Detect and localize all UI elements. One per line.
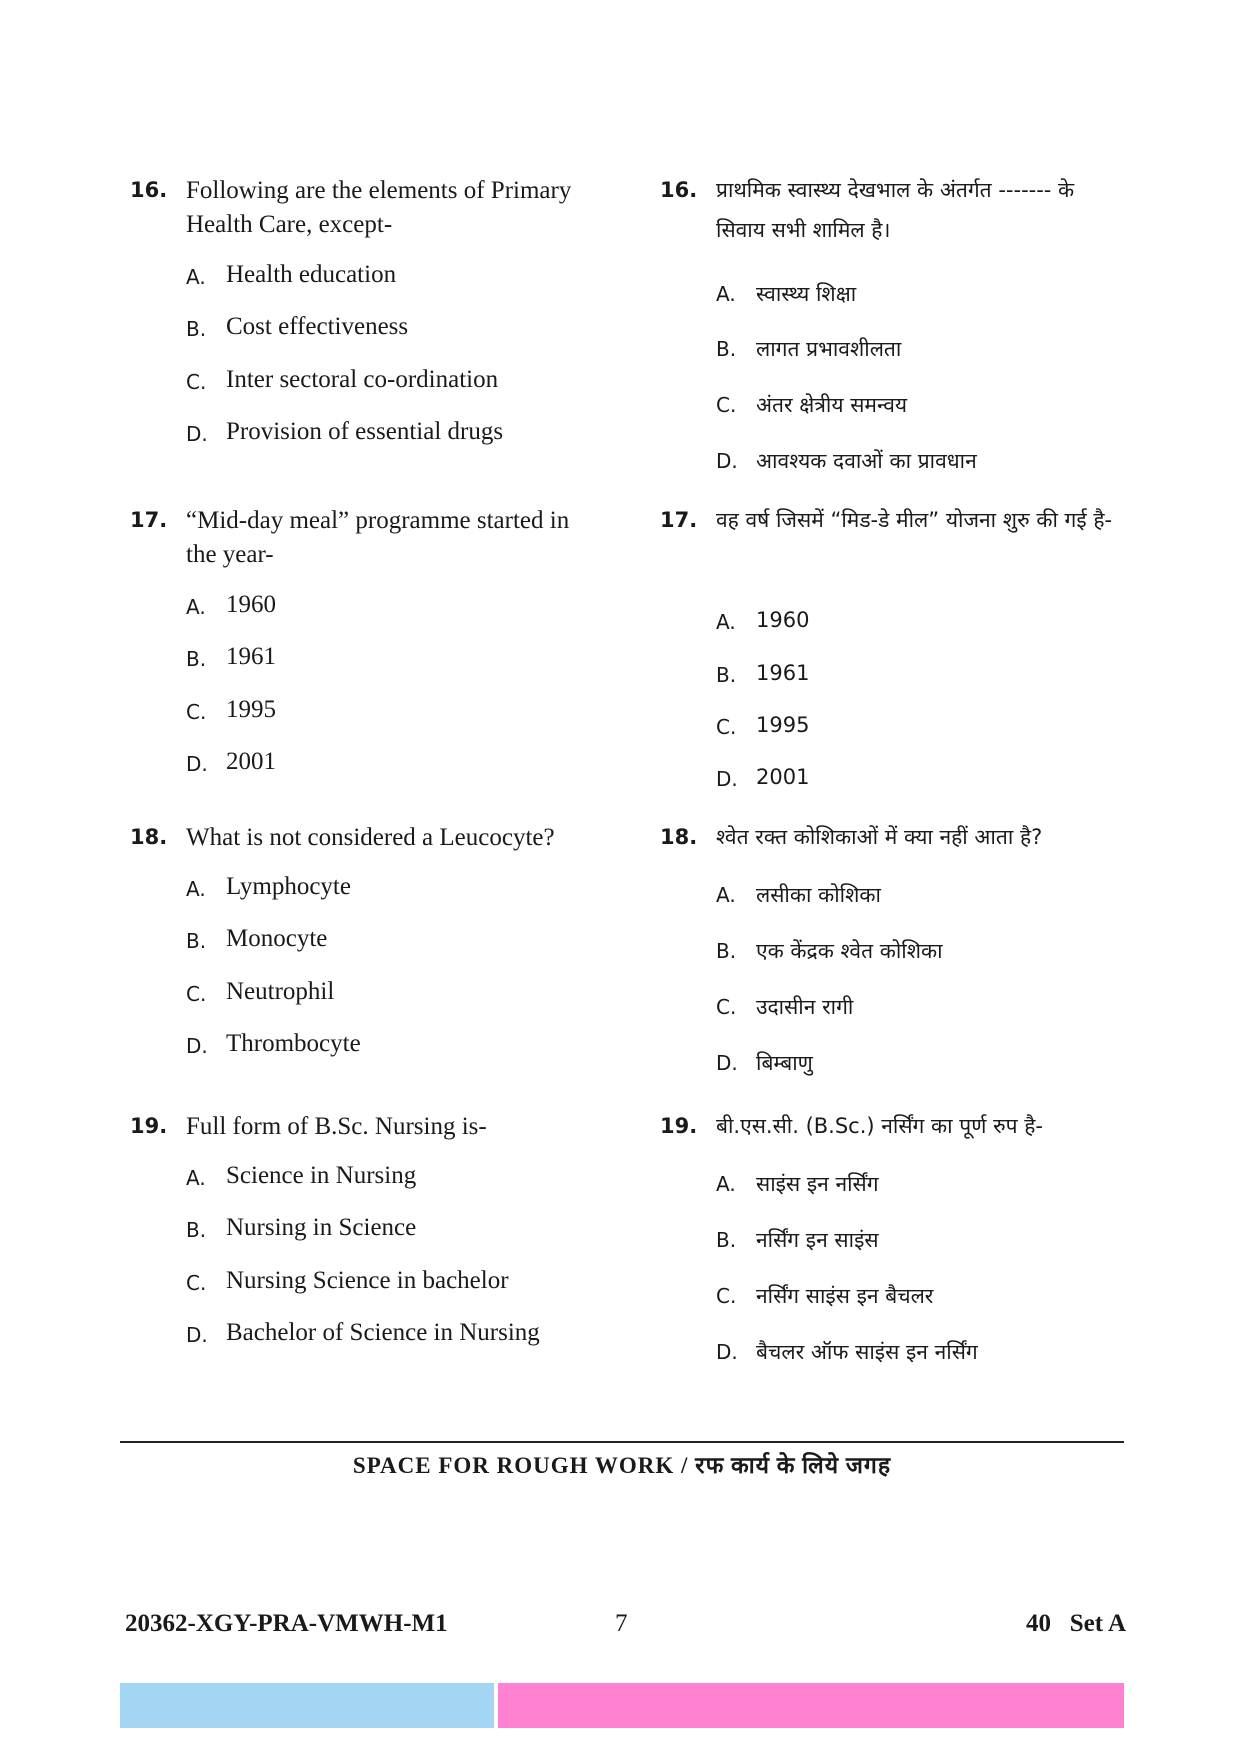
option-text: Neutrophil: [226, 978, 335, 1005]
option-letter: A.: [186, 595, 206, 619]
option-letter: C.: [716, 393, 737, 417]
option-text: नर्सिंग साइंस इन बैचलर: [756, 1284, 934, 1308]
question-number: 16.: [660, 178, 698, 202]
option-letter: D.: [186, 752, 208, 776]
rough-work-divider: [120, 1441, 1124, 1443]
option-letter: B.: [186, 317, 207, 341]
option-text: 2001: [756, 765, 810, 789]
question-text: श्वेत रक्त कोशिकाओं में क्या नहीं आता है?: [716, 825, 1043, 849]
option-text: स्वास्थ्य शिक्षा: [756, 282, 857, 306]
option-c: [716, 1280, 1120, 1314]
option-letter: D.: [716, 767, 738, 791]
option-b: [716, 935, 1120, 969]
option-a: [716, 606, 1120, 640]
option-letter: D.: [716, 1051, 738, 1075]
option-a: [186, 261, 600, 295]
option-c: [716, 991, 1120, 1025]
option-d: [186, 748, 600, 782]
footer-bar-pink: [498, 1683, 1124, 1728]
option-letter: A.: [716, 282, 736, 306]
option-text: Health education: [226, 261, 397, 288]
option-b: [716, 659, 1120, 693]
option-c: [186, 366, 600, 400]
option-text: Thrombocyte: [226, 1030, 361, 1057]
option-c: [186, 1267, 600, 1301]
question-number: 18.: [660, 825, 698, 849]
option-b: [186, 925, 600, 959]
option-letter: C.: [186, 1271, 207, 1295]
rough-work-label: SPACE FOR ROUGH WORK / रफ कार्य के लिये जगह: [352, 1453, 892, 1478]
option-c: [716, 389, 1120, 423]
option-letter: A.: [716, 883, 736, 907]
option-text: 1960: [756, 608, 810, 632]
option-text: Provision of essential drugs: [226, 418, 504, 445]
option-a: [186, 1162, 600, 1196]
option-b: [186, 313, 600, 347]
option-text: एक केंद्रक श्वेत कोशिका: [756, 939, 943, 963]
option-a: [716, 1168, 1120, 1202]
question-text: वह वर्ष जिसमें “मिड-डे मील” योजना शुरु की गई है-: [716, 508, 1113, 532]
question-text: What is not considered a Leucocyte?: [186, 824, 555, 851]
set-label: 40 Set A: [1026, 1610, 1126, 1637]
option-text: आवश्यक दवाओं का प्रावधान: [756, 449, 977, 473]
option-d: [716, 763, 1120, 797]
option-letter: A.: [716, 610, 736, 634]
option-text: लसीका कोशिका: [756, 883, 881, 907]
option-text: 1995: [756, 713, 810, 737]
option-text: उदासीन रागी: [756, 995, 854, 1019]
option-text: Inter sectoral co-ordination: [226, 366, 499, 393]
option-d: [716, 1336, 1120, 1370]
question-number: 17.: [130, 508, 168, 532]
option-a: [186, 873, 600, 907]
option-text: बिम्बाणु: [756, 1051, 813, 1075]
question-number: 17.: [660, 508, 698, 532]
option-a: [716, 879, 1120, 913]
option-text: 2001: [226, 748, 276, 775]
option-text: लागत प्रभावशीलता: [756, 337, 902, 361]
option-b: [186, 1214, 600, 1248]
option-letter: B.: [716, 337, 737, 361]
option-letter: B.: [716, 663, 737, 687]
option-b: [186, 643, 600, 677]
option-letter: A.: [186, 877, 206, 901]
option-d: [186, 1319, 600, 1353]
option-b: [716, 333, 1120, 367]
question-text: बी.एस.सी. (B.Sc.) नर्सिंग का पूर्ण रुप है-: [716, 1114, 1043, 1138]
option-text: 1995: [226, 696, 276, 723]
question-text: Full form of B.Sc. Nursing is-: [186, 1113, 487, 1140]
option-text: Bachelor of Science in Nursing: [226, 1319, 540, 1346]
option-letter: B.: [186, 647, 207, 671]
option-text: Monocyte: [226, 925, 328, 952]
option-letter: D.: [186, 1034, 208, 1058]
option-letter: B.: [186, 929, 207, 953]
option-text: Nursing in Science: [226, 1214, 417, 1241]
option-d: [716, 1047, 1120, 1081]
option-letter: D.: [186, 422, 208, 446]
option-letter: C.: [186, 700, 207, 724]
option-text: 1961: [756, 661, 810, 685]
option-letter: A.: [186, 1166, 206, 1190]
option-letter: D.: [716, 1340, 738, 1364]
option-text: Nursing Science in bachelor: [226, 1267, 509, 1294]
option-letter: C.: [186, 370, 207, 394]
question-number: 18.: [130, 825, 168, 849]
option-text: 1961: [226, 643, 276, 670]
option-letter: B.: [186, 1218, 207, 1242]
option-d: [716, 445, 1120, 479]
option-text: 1960: [226, 591, 276, 618]
question-number: 19.: [130, 1114, 168, 1138]
option-d: [186, 1030, 600, 1064]
option-c: [186, 978, 600, 1012]
option-letter: B.: [716, 939, 737, 963]
option-letter: C.: [716, 995, 737, 1019]
option-letter: B.: [716, 1228, 737, 1252]
option-text: बैचलर ऑफ साइंस इन नर्सिंग: [756, 1340, 978, 1364]
question-text: “Mid-day meal” programme started in the year-: [186, 507, 570, 568]
page-number: 7: [615, 1610, 628, 1637]
option-letter: D.: [716, 449, 738, 473]
option-text: साइंस इन नर्सिंग: [756, 1172, 879, 1196]
option-letter: C.: [716, 1284, 737, 1308]
option-text: अंतर क्षेत्रीय समन्वय: [756, 393, 908, 417]
option-letter: A.: [716, 1172, 736, 1196]
option-letter: A.: [186, 265, 206, 289]
option-text: Cost effectiveness: [226, 313, 409, 340]
option-letter: C.: [186, 982, 207, 1006]
option-text: Science in Nursing: [226, 1162, 417, 1189]
question-text: प्राथमिक स्वास्थ्य देखभाल के अंतर्गत ------- के सिवाय सभी शामिल है।: [716, 178, 1075, 242]
option-text: नर्सिंग इन साइंस: [756, 1228, 879, 1252]
option-text: Lymphocyte: [226, 873, 351, 900]
option-d: [186, 418, 600, 452]
option-letter: D.: [186, 1323, 208, 1347]
question-text: Following are the elements of Primary Health Care, except-: [186, 177, 572, 238]
option-letter: C.: [716, 715, 737, 739]
option-a: [716, 278, 1120, 312]
question-number: 16.: [130, 178, 168, 202]
option-b: [716, 1224, 1120, 1258]
paper-code: 20362-XGY-PRA-VMWH-M1: [125, 1610, 448, 1637]
option-a: [186, 591, 600, 625]
footer-bar-blue: [120, 1683, 494, 1728]
question-number: 19.: [660, 1114, 698, 1138]
option-c: [716, 711, 1120, 745]
option-c: [186, 696, 600, 730]
